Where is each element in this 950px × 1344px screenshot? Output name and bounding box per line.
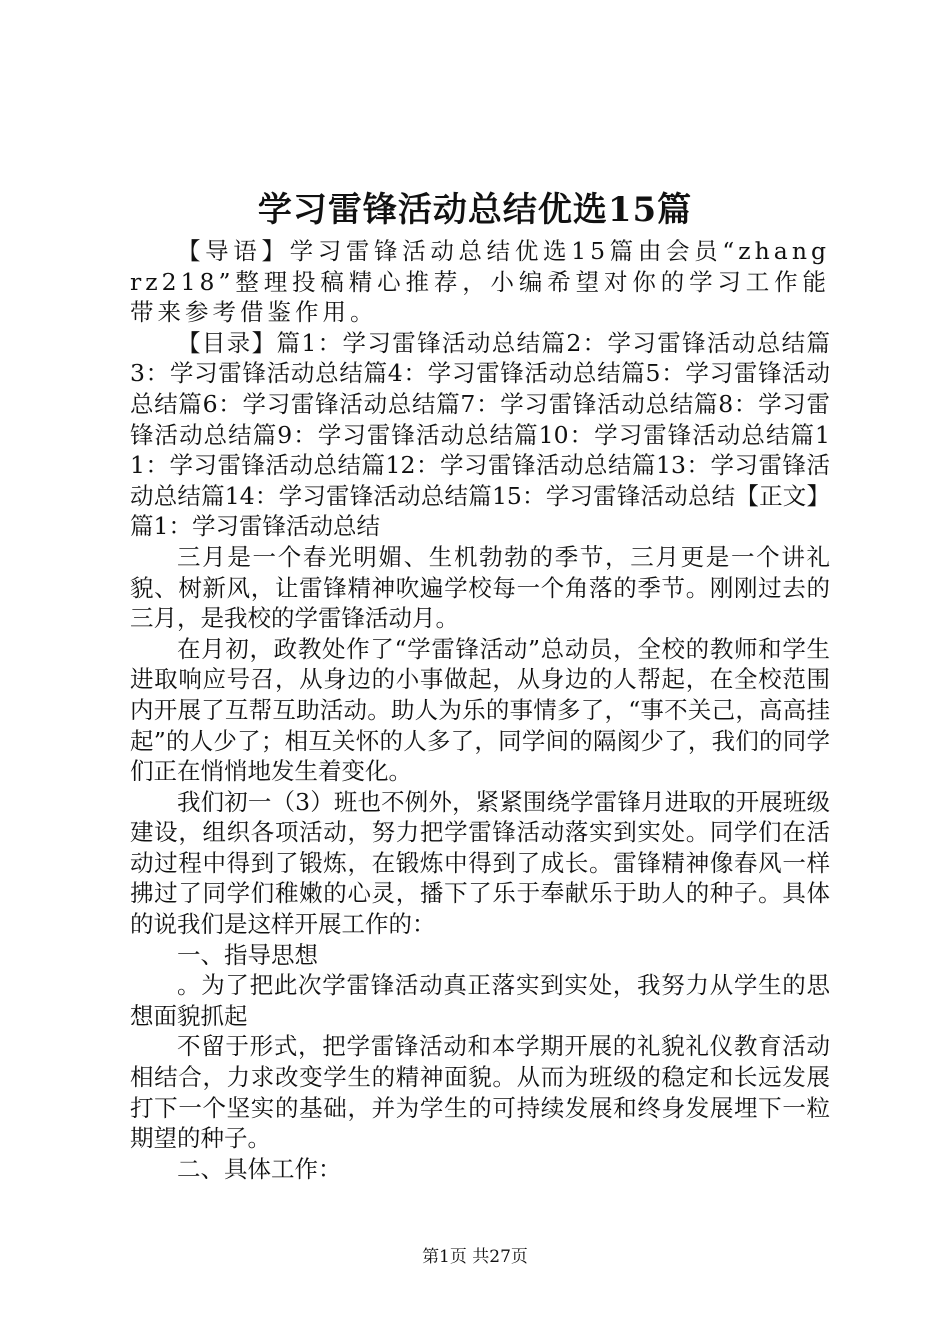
body-paragraph: 我们初一（3）班也不例外，紧紧围绕学雷锋月进取的开展班级建设，组织各项活动，努力把学雷锋活动落实到实处。同学们在活动过程中得到了锻炼，在锻炼中得到了成长。雷锋精神像春风一样拂过了同学们稚嫩的心灵，播下了乐于奉献乐于助人的种子。具体的说我们是这样开展工作的：	[130, 787, 830, 939]
document-body	[130, 236, 830, 1184]
body-paragraph: 三月是一个春光明媚、生机勃勃的季节，三月更是一个讲礼貌、树新风，让雷锋精神吹遍学校每一个角落的季节。刚刚过去的三月，是我校的学雷锋活动月。	[130, 542, 830, 633]
intro-paragraph: 【导语】学习雷锋活动总结优选15篇由会员“zhangrz218”整理投稿精心推荐，小编希望对你的学习工作能带来参考借鉴作用。	[130, 237, 830, 327]
section-heading: 二、具体工作：	[177, 1154, 342, 1183]
section-heading: 一、指导思想	[177, 940, 318, 969]
document-title: 学习雷锋活动总结优选15篇	[257, 190, 693, 230]
page-number-footer: 第1页 共27页	[422, 1247, 528, 1267]
body-paragraph: 。为了把此次学雷锋活动真正落实到实处，我努力从学生的思想面貌抓起	[130, 971, 830, 1030]
toc-paragraph: 【目录】篇1：学习雷锋活动总结篇2：学习雷锋活动总结篇3：学习雷锋活动总结篇4：学习雷锋活动总结篇5：学习雷锋活动总结篇6：学习雷锋活动总结篇7：学习雷锋活动总结篇8：学习雷锋活动总结篇9：学习雷锋活动总结篇10：学习雷锋活动总结篇11：学习雷锋活动总结篇12：学习雷锋活动总结篇13：学习雷锋活动总结篇14：学习雷锋活动总结篇15：学习雷锋活动总结【正文】篇1：学习雷锋活动总结	[130, 328, 830, 541]
body-paragraph: 在月初，政教处作了“学雷锋活动”总动员，全校的教师和学生进取响应号召，从身边的小事做起，从身边的人帮起，在全校范围内开展了互帮互助活动。助人为乐的事情多了，“事不关己，高高挂起”的人少了；相互关怀的人多了，同学间的隔阂少了，我们的同学们正在悄悄地发生着变化。	[130, 634, 830, 786]
body-paragraph: 不留于形式，把学雷锋活动和本学期开展的礼貌礼仪教育活动相结合，力求改变学生的精神面貌。从而为班级的稳定和长远发展打下一个坚实的基础，并为学生的可持续发展和终身发展埋下一粒期望的种子。	[130, 1032, 830, 1153]
